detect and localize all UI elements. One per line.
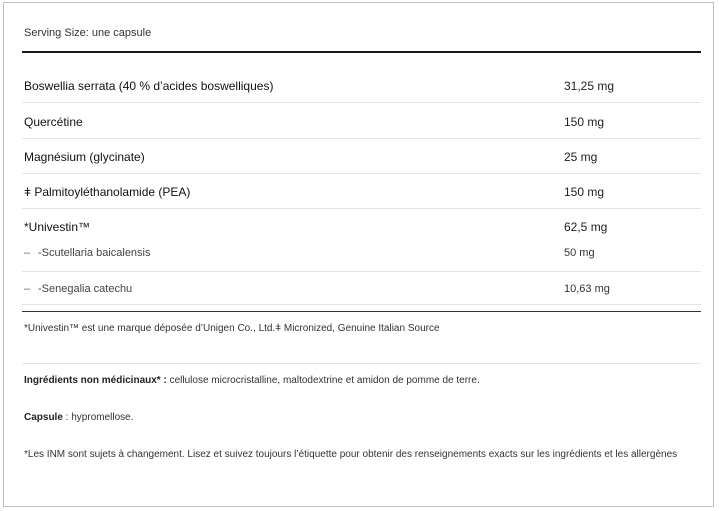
table-end-divider (22, 311, 701, 312)
sub-ingredient-amount: 10,63 mg (564, 283, 610, 295)
ingredient-name: ǂ Palmitoyléthanolamide (PEA) (24, 185, 191, 199)
ingredient-name: *Univestin™ (24, 220, 91, 234)
ingredient-amount: 25 mg (564, 150, 598, 164)
disclaimer-text: *Les INM sont sujets à changement. Lisez et suivez toujours l’étiquette pour obtenir des renseignements exacts sur les ingrédients et les allergènes (24, 449, 678, 460)
ingredient-name: Magnésium (glycinate) (24, 150, 145, 164)
ingredient-amount: 150 mg (564, 185, 605, 199)
sub-ingredient-name (24, 283, 132, 295)
sub-ingredient-name (24, 247, 151, 259)
non-medicinal-text: cellulose microcristalline, maltodextrine et amidon de pomme de terre. (166, 375, 480, 386)
trademark-footnote: *Univestin™ est une marque déposée d’Unigen Co., Ltd.ǂ Micronized, Genuine Italian Source (24, 323, 440, 334)
capsule-info (24, 412, 134, 423)
row-divider (22, 208, 701, 209)
sub-ingredient-amount: 50 mg (564, 247, 595, 259)
row-divider (22, 173, 701, 174)
non-medicinal-ingredients (24, 375, 480, 386)
ingredient-amount: 62,5 mg (564, 220, 608, 234)
ingredient-amount: 150 mg (564, 115, 605, 129)
header-divider (22, 51, 701, 53)
serving-size: Serving Size: une capsule (24, 27, 152, 39)
section-divider (22, 363, 701, 364)
non-medicinal-label: Ingrédients non médicinaux* : (24, 375, 167, 386)
row-divider (22, 304, 701, 305)
capsule-text: : hypromellose. (62, 412, 134, 423)
ingredient-amount: 31,25 mg (564, 79, 615, 93)
row-divider (22, 138, 701, 139)
sub-ingredient-label: -Scutellaria baicalensis (38, 247, 151, 259)
capsule-label: Capsule (24, 412, 63, 423)
ingredient-name: Quercétine (24, 115, 83, 129)
row-divider (22, 271, 701, 272)
ingredient-name: Boswellia serrata (40 % d’acides boswelliques) (24, 79, 274, 93)
dash-glyph: – (24, 247, 31, 259)
dash-glyph: – (24, 283, 31, 295)
sub-ingredient-label: -Senegalia catechu (38, 283, 133, 295)
supplement-facts-panel (3, 2, 714, 507)
row-divider (22, 102, 701, 103)
